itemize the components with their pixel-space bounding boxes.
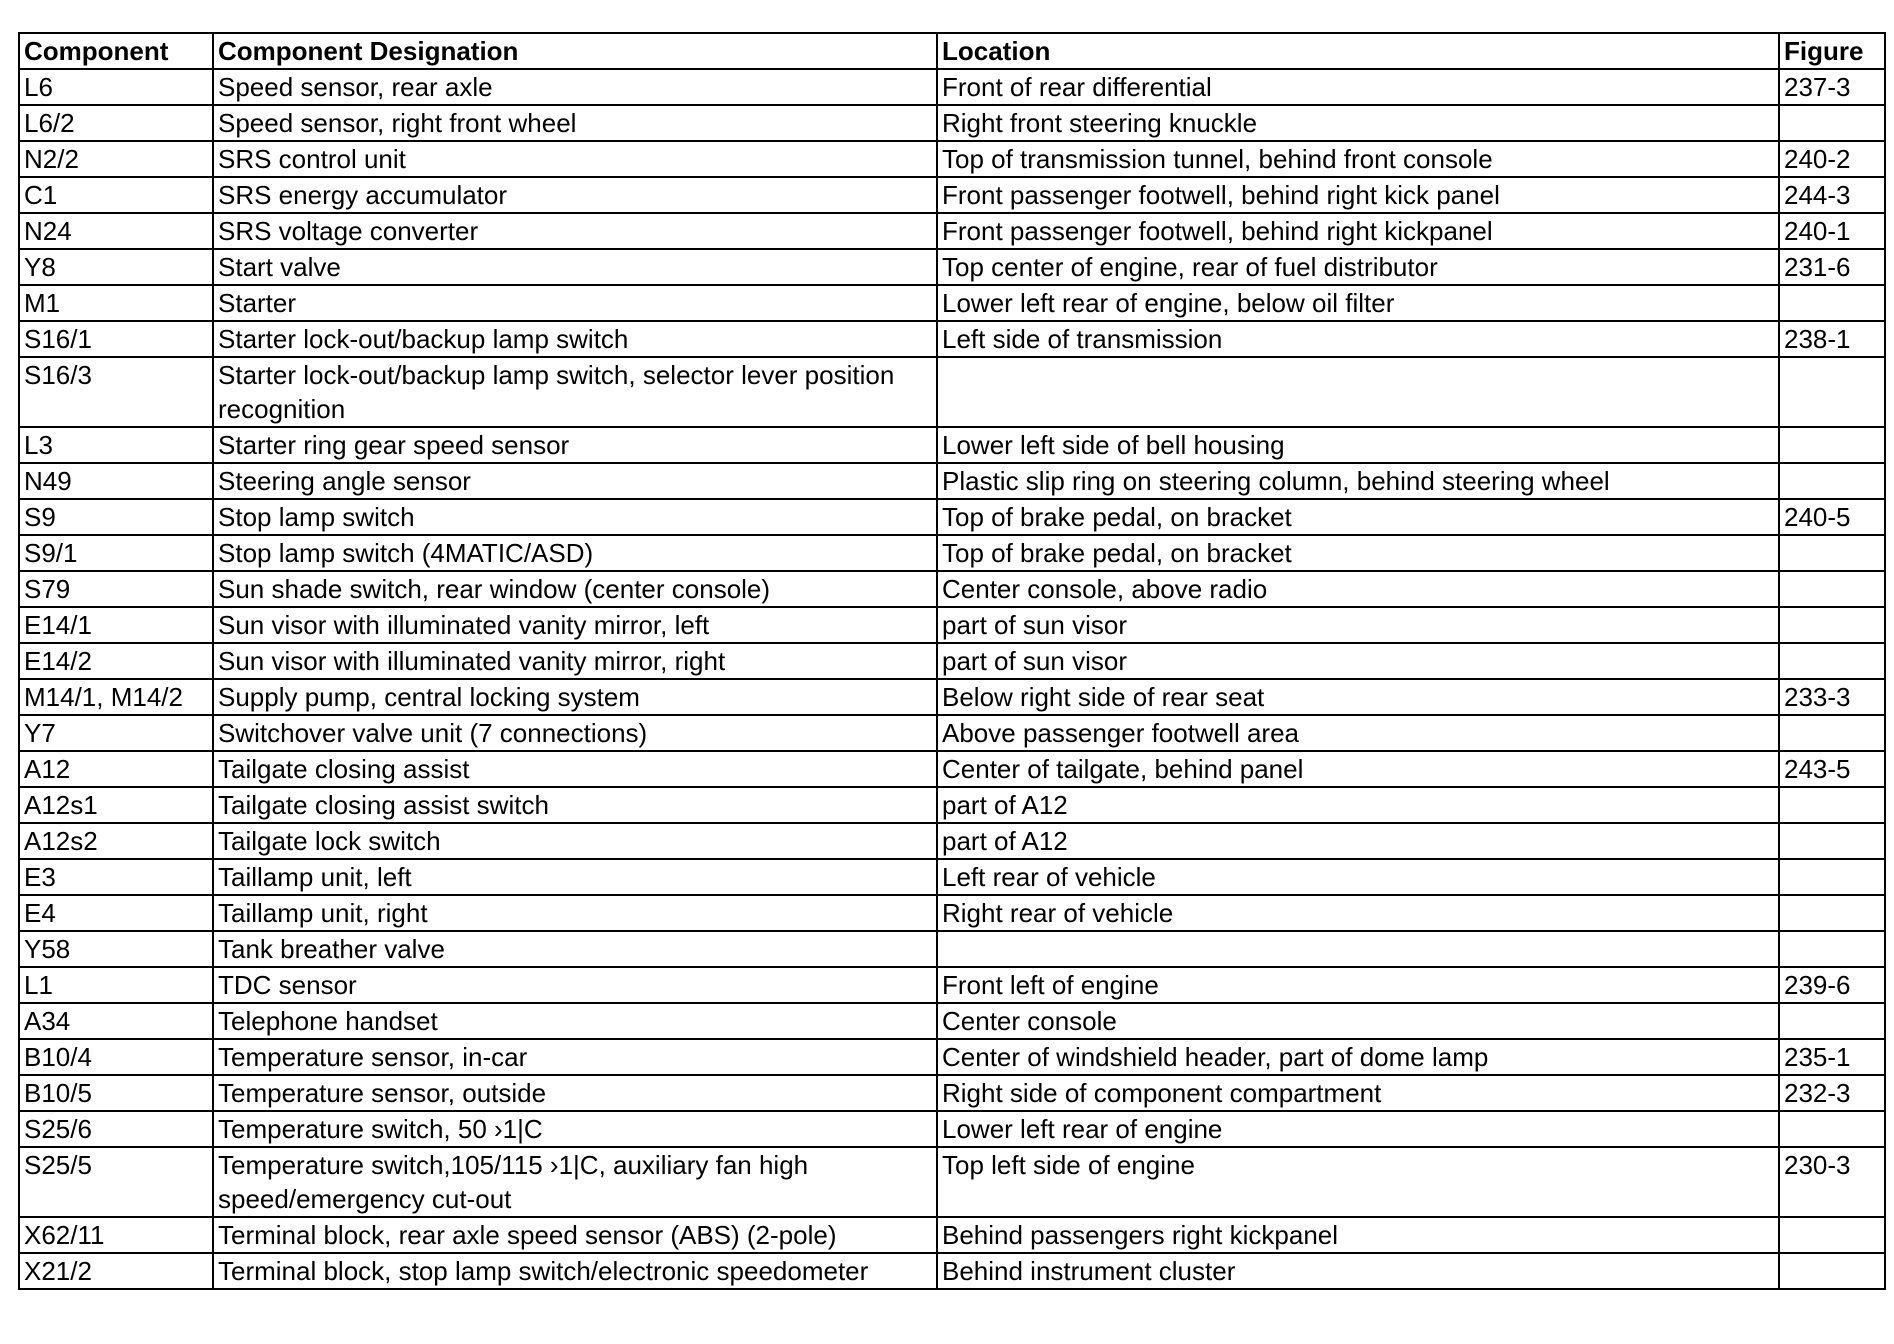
cell-figure: 230-3 xyxy=(1779,1147,1885,1217)
table-row xyxy=(19,1039,1885,1075)
cell-location: Lower left rear of engine xyxy=(937,1111,1779,1147)
cell-location: Top left side of engine xyxy=(937,1147,1779,1217)
cell-designation: Switchover valve unit (7 connections) xyxy=(213,715,937,751)
table-row xyxy=(19,607,1885,643)
cell-figure xyxy=(1779,823,1885,859)
cell-designation: Tank breather valve xyxy=(213,931,937,967)
cell-figure xyxy=(1779,895,1885,931)
cell-figure xyxy=(1779,859,1885,895)
cell-figure: 243-5 xyxy=(1779,751,1885,787)
table-row xyxy=(19,859,1885,895)
cell-designation: Sun visor with illuminated vanity mirror, right xyxy=(213,643,937,679)
table-row xyxy=(19,679,1885,715)
cell-component: E4 xyxy=(19,895,213,931)
cell-designation: Starter lock-out/backup lamp switch xyxy=(213,321,937,357)
cell-component: M1 xyxy=(19,285,213,321)
cell-location: Center console, above radio xyxy=(937,571,1779,607)
component-location-sheet xyxy=(18,32,1884,1290)
cell-designation: Tailgate lock switch xyxy=(213,823,937,859)
cell-location: Center of windshield header, part of dome lamp xyxy=(937,1039,1779,1075)
cell-designation: Sun shade switch, rear window (center console) xyxy=(213,571,937,607)
cell-figure: 239-6 xyxy=(1779,967,1885,1003)
cell-component: S9 xyxy=(19,499,213,535)
cell-location: Left side of transmission xyxy=(937,321,1779,357)
cell-component: A12s2 xyxy=(19,823,213,859)
cell-figure xyxy=(1779,105,1885,141)
cell-location: part of A12 xyxy=(937,823,1779,859)
header-component: Component xyxy=(19,33,213,69)
cell-designation: Terminal block, rear axle speed sensor (ABS) (2-pole) xyxy=(213,1217,937,1253)
cell-designation: Telephone handset xyxy=(213,1003,937,1039)
table-row xyxy=(19,787,1885,823)
cell-location: Right side of component compartment xyxy=(937,1075,1779,1111)
cell-designation: Sun visor with illuminated vanity mirror, left xyxy=(213,607,937,643)
cell-component: S25/6 xyxy=(19,1111,213,1147)
cell-location xyxy=(937,357,1779,427)
cell-component: L6 xyxy=(19,69,213,105)
cell-location xyxy=(937,931,1779,967)
cell-figure xyxy=(1779,285,1885,321)
cell-location: Top of brake pedal, on bracket xyxy=(937,535,1779,571)
cell-designation: Taillamp unit, left xyxy=(213,859,937,895)
cell-designation: SRS energy accumulator xyxy=(213,177,937,213)
cell-component: X21/2 xyxy=(19,1253,213,1289)
cell-component: N24 xyxy=(19,213,213,249)
table-row xyxy=(19,321,1885,357)
cell-component: X62/11 xyxy=(19,1217,213,1253)
cell-component: C1 xyxy=(19,177,213,213)
table-row xyxy=(19,1003,1885,1039)
table-row xyxy=(19,1075,1885,1111)
cell-figure: 237-3 xyxy=(1779,69,1885,105)
cell-location: part of A12 xyxy=(937,787,1779,823)
cell-location: Center console xyxy=(937,1003,1779,1039)
cell-figure: 231-6 xyxy=(1779,249,1885,285)
cell-designation: Stop lamp switch xyxy=(213,499,937,535)
cell-location: Front passenger footwell, behind right kickpanel xyxy=(937,213,1779,249)
cell-figure xyxy=(1779,1003,1885,1039)
table-row xyxy=(19,931,1885,967)
cell-designation: Supply pump, central locking system xyxy=(213,679,937,715)
cell-figure xyxy=(1779,535,1885,571)
cell-designation: SRS voltage converter xyxy=(213,213,937,249)
cell-location: Front of rear differential xyxy=(937,69,1779,105)
table-row xyxy=(19,967,1885,1003)
table-row xyxy=(19,427,1885,463)
cell-location: Right rear of vehicle xyxy=(937,895,1779,931)
cell-designation: Speed sensor, rear axle xyxy=(213,69,937,105)
cell-figure: 240-1 xyxy=(1779,213,1885,249)
cell-component: N49 xyxy=(19,463,213,499)
table-row xyxy=(19,1111,1885,1147)
cell-component: E14/1 xyxy=(19,607,213,643)
cell-component: A12s1 xyxy=(19,787,213,823)
cell-component: B10/4 xyxy=(19,1039,213,1075)
cell-designation: Terminal block, stop lamp switch/electronic speedometer xyxy=(213,1253,937,1289)
table-row xyxy=(19,177,1885,213)
cell-designation: Tailgate closing assist switch xyxy=(213,787,937,823)
cell-location: Top center of engine, rear of fuel distributor xyxy=(937,249,1779,285)
cell-figure xyxy=(1779,427,1885,463)
table-row xyxy=(19,823,1885,859)
cell-component: S9/1 xyxy=(19,535,213,571)
cell-location: part of sun visor xyxy=(937,607,1779,643)
cell-designation: Start valve xyxy=(213,249,937,285)
cell-designation: Temperature sensor, in-car xyxy=(213,1039,937,1075)
cell-component: S16/1 xyxy=(19,321,213,357)
cell-location: Front passenger footwell, behind right kick panel xyxy=(937,177,1779,213)
cell-component: Y8 xyxy=(19,249,213,285)
header-figure: Figure xyxy=(1779,33,1885,69)
table-row xyxy=(19,1253,1885,1289)
cell-figure: 235-1 xyxy=(1779,1039,1885,1075)
cell-designation: Temperature switch,105/115 ›1|C, auxiliary fan high speed/emergency cut-out xyxy=(213,1147,937,1217)
cell-figure xyxy=(1779,571,1885,607)
cell-location: Right front steering knuckle xyxy=(937,105,1779,141)
table-row xyxy=(19,141,1885,177)
cell-component: S79 xyxy=(19,571,213,607)
cell-figure: 240-2 xyxy=(1779,141,1885,177)
cell-designation: Tailgate closing assist xyxy=(213,751,937,787)
cell-component: A12 xyxy=(19,751,213,787)
cell-designation: SRS control unit xyxy=(213,141,937,177)
table-row xyxy=(19,1217,1885,1253)
cell-figure: 232-3 xyxy=(1779,1075,1885,1111)
cell-location: Lower left rear of engine, below oil filter xyxy=(937,285,1779,321)
cell-location: Lower left side of bell housing xyxy=(937,427,1779,463)
table-row xyxy=(19,213,1885,249)
table-row xyxy=(19,463,1885,499)
cell-designation: Starter ring gear speed sensor xyxy=(213,427,937,463)
cell-location: part of sun visor xyxy=(937,643,1779,679)
cell-component: L3 xyxy=(19,427,213,463)
cell-component: Y7 xyxy=(19,715,213,751)
cell-designation: Taillamp unit, right xyxy=(213,895,937,931)
cell-figure xyxy=(1779,463,1885,499)
cell-figure xyxy=(1779,357,1885,427)
table-row xyxy=(19,751,1885,787)
table-row xyxy=(19,571,1885,607)
cell-designation: Speed sensor, right front wheel xyxy=(213,105,937,141)
cell-component: S16/3 xyxy=(19,357,213,427)
cell-figure xyxy=(1779,607,1885,643)
cell-component: L1 xyxy=(19,967,213,1003)
cell-component: M14/1, M14/2 xyxy=(19,679,213,715)
cell-component: N2/2 xyxy=(19,141,213,177)
cell-designation: Stop lamp switch (4MATIC/ASD) xyxy=(213,535,937,571)
table-row xyxy=(19,105,1885,141)
header-location: Location xyxy=(937,33,1779,69)
table-row xyxy=(19,69,1885,105)
component-table xyxy=(18,32,1886,1290)
table-header-row xyxy=(19,33,1885,69)
cell-location: Center of tailgate, behind panel xyxy=(937,751,1779,787)
cell-figure xyxy=(1779,715,1885,751)
cell-designation: Temperature switch, 50 ›1|C xyxy=(213,1111,937,1147)
cell-figure: 238-1 xyxy=(1779,321,1885,357)
header-component-designation: Component Designation xyxy=(213,33,937,69)
cell-designation: Steering angle sensor xyxy=(213,463,937,499)
cell-location: Above passenger footwell area xyxy=(937,715,1779,751)
table-row xyxy=(19,643,1885,679)
table-row xyxy=(19,895,1885,931)
cell-component: E14/2 xyxy=(19,643,213,679)
table-row xyxy=(19,285,1885,321)
cell-location: Behind passengers right kickpanel xyxy=(937,1217,1779,1253)
table-body xyxy=(19,69,1885,1289)
cell-component: B10/5 xyxy=(19,1075,213,1111)
cell-location: Plastic slip ring on steering column, behind steering wheel xyxy=(937,463,1779,499)
cell-designation: Temperature sensor, outside xyxy=(213,1075,937,1111)
cell-figure xyxy=(1779,1253,1885,1289)
cell-designation: Starter xyxy=(213,285,937,321)
table-row xyxy=(19,499,1885,535)
cell-figure: 233-3 xyxy=(1779,679,1885,715)
cell-location: Behind instrument cluster xyxy=(937,1253,1779,1289)
cell-figure xyxy=(1779,931,1885,967)
cell-figure xyxy=(1779,643,1885,679)
cell-location: Front left of engine xyxy=(937,967,1779,1003)
cell-location: Left rear of vehicle xyxy=(937,859,1779,895)
cell-location: Top of transmission tunnel, behind front console xyxy=(937,141,1779,177)
cell-designation: Starter lock-out/backup lamp switch, selector lever position recognition xyxy=(213,357,937,427)
cell-component: S25/5 xyxy=(19,1147,213,1217)
table-row xyxy=(19,1147,1885,1217)
cell-component: E3 xyxy=(19,859,213,895)
table-row xyxy=(19,249,1885,285)
table-row xyxy=(19,357,1885,427)
cell-figure xyxy=(1779,1111,1885,1147)
cell-location: Top of brake pedal, on bracket xyxy=(937,499,1779,535)
cell-designation: TDC sensor xyxy=(213,967,937,1003)
cell-component: L6/2 xyxy=(19,105,213,141)
table-row xyxy=(19,715,1885,751)
cell-location: Below right side of rear seat xyxy=(937,679,1779,715)
cell-figure: 240-5 xyxy=(1779,499,1885,535)
cell-component: Y58 xyxy=(19,931,213,967)
cell-component: A34 xyxy=(19,1003,213,1039)
cell-figure xyxy=(1779,1217,1885,1253)
cell-figure: 244-3 xyxy=(1779,177,1885,213)
cell-figure xyxy=(1779,787,1885,823)
table-row xyxy=(19,535,1885,571)
